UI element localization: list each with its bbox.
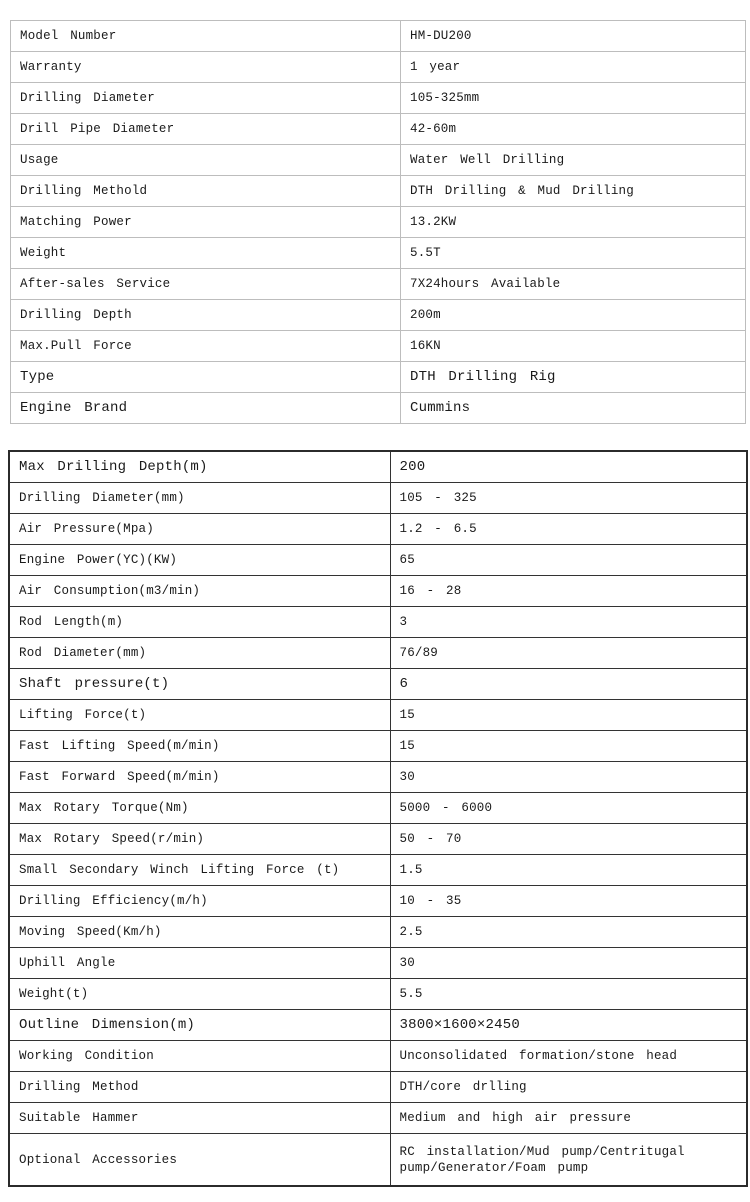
- row-value: HM-DU200: [401, 21, 746, 52]
- row-value: 76/89: [390, 638, 747, 669]
- table-row: [9, 576, 747, 607]
- row-label: Type: [11, 362, 401, 393]
- row-label: Warranty: [11, 52, 401, 83]
- row-value: 3: [390, 607, 747, 638]
- row-label: Suitable Hammer: [9, 1103, 390, 1134]
- table-row: [9, 638, 747, 669]
- row-label: Weight(t): [9, 979, 390, 1010]
- row-label: Small Secondary Winch Lifting Force (t): [9, 855, 390, 886]
- row-label: Fast Forward Speed(m/min): [9, 762, 390, 793]
- row-value: 200: [390, 451, 747, 483]
- table-row: [9, 483, 747, 514]
- row-value: 30: [390, 762, 747, 793]
- row-label: Max Rotary Torque(Nm): [9, 793, 390, 824]
- row-label: Drilling Method: [9, 1072, 390, 1103]
- row-label: Working Condition: [9, 1041, 390, 1072]
- table-row: [11, 114, 746, 145]
- row-value: RC installation/Mud pump/Centritugal pump/Generator/Foam pump: [390, 1134, 747, 1187]
- table-row: [9, 545, 747, 576]
- row-label: Max.Pull Force: [11, 331, 401, 362]
- row-label: Optional Accessories: [9, 1134, 390, 1187]
- table-row: [9, 793, 747, 824]
- row-label: Drilling Methold: [11, 176, 401, 207]
- table-row: [9, 1103, 747, 1134]
- row-label: Engine Brand: [11, 393, 401, 424]
- row-value: 1.2 - 6.5: [390, 514, 747, 545]
- row-value: 16 - 28: [390, 576, 747, 607]
- table-row: [11, 362, 746, 393]
- row-value: DTH/core drlling: [390, 1072, 747, 1103]
- row-value: 13.2KW: [401, 207, 746, 238]
- row-value: 5000 - 6000: [390, 793, 747, 824]
- row-label: Moving Speed(Km/h): [9, 917, 390, 948]
- row-label: Drill Pipe Diameter: [11, 114, 401, 145]
- row-label: Uphill Angle: [9, 948, 390, 979]
- spec-table-basic: [10, 20, 746, 424]
- row-label: Outline Dimension(m): [9, 1010, 390, 1041]
- row-label: Air Pressure(Mpa): [9, 514, 390, 545]
- row-label: Drilling Diameter: [11, 83, 401, 114]
- row-label: Drilling Diameter(mm): [9, 483, 390, 514]
- row-value: 1 year: [401, 52, 746, 83]
- table-row: [9, 1134, 747, 1187]
- table-row: [11, 331, 746, 362]
- row-label: Fast Lifting Speed(m/min): [9, 731, 390, 762]
- table-row: [9, 855, 747, 886]
- row-label: Weight: [11, 238, 401, 269]
- table-row: [9, 762, 747, 793]
- row-label: Lifting Force(t): [9, 700, 390, 731]
- table-row: [11, 83, 746, 114]
- table-row: [11, 269, 746, 300]
- row-label: Max Drilling Depth(m): [9, 451, 390, 483]
- table-row: [9, 1010, 747, 1041]
- row-value: 1.5: [390, 855, 747, 886]
- row-value: 16KN: [401, 331, 746, 362]
- table-row: [11, 238, 746, 269]
- row-value: DTH Drilling Rig: [401, 362, 746, 393]
- table-row: [11, 145, 746, 176]
- table-row: [9, 979, 747, 1010]
- table-row: [9, 451, 747, 483]
- row-value: 10 - 35: [390, 886, 747, 917]
- row-value: 3800×1600×2450: [390, 1010, 747, 1041]
- table-row: [9, 731, 747, 762]
- row-label: Drilling Depth: [11, 300, 401, 331]
- row-value: 5.5T: [401, 238, 746, 269]
- spec-table-technical: [8, 450, 748, 1187]
- row-value: Cummins: [401, 393, 746, 424]
- row-label: Air Consumption(m3/min): [9, 576, 390, 607]
- row-value: 42-60m: [401, 114, 746, 145]
- row-value: Water Well Drilling: [401, 145, 746, 176]
- row-value: 105-325mm: [401, 83, 746, 114]
- table-row: [9, 886, 747, 917]
- row-label: Model Number: [11, 21, 401, 52]
- row-label: Rod Diameter(mm): [9, 638, 390, 669]
- row-value: 50 - 70: [390, 824, 747, 855]
- row-value: 6: [390, 669, 747, 700]
- row-value: 200m: [401, 300, 746, 331]
- table-row: [9, 700, 747, 731]
- row-label: Shaft pressure(t): [9, 669, 390, 700]
- row-value: Unconsolidated formation/stone head: [390, 1041, 747, 1072]
- row-value: 7X24hours Available: [401, 269, 746, 300]
- row-label: Engine Power(YC)(KW): [9, 545, 390, 576]
- table-row: [9, 1041, 747, 1072]
- row-value: Medium and high air pressure: [390, 1103, 747, 1134]
- row-value: 15: [390, 700, 747, 731]
- table-row: [11, 300, 746, 331]
- table-row: [9, 669, 747, 700]
- row-value: 15: [390, 731, 747, 762]
- row-label: Max Rotary Speed(r/min): [9, 824, 390, 855]
- row-label: Drilling Efficiency(m/h): [9, 886, 390, 917]
- table-row: [11, 21, 746, 52]
- row-value: 2.5: [390, 917, 747, 948]
- row-label: Matching Power: [11, 207, 401, 238]
- row-label: After-sales Service: [11, 269, 401, 300]
- table-row: [9, 607, 747, 638]
- row-value: DTH Drilling & Mud Drilling: [401, 176, 746, 207]
- table-row: [9, 917, 747, 948]
- table-row: [9, 514, 747, 545]
- table-row: [11, 176, 746, 207]
- table-row: [9, 948, 747, 979]
- row-value: 5.5: [390, 979, 747, 1010]
- table-row: [11, 207, 746, 238]
- table-row: [9, 1072, 747, 1103]
- table-row: [11, 393, 746, 424]
- row-value: 105 - 325: [390, 483, 747, 514]
- row-value: 65: [390, 545, 747, 576]
- table-row: [9, 824, 747, 855]
- row-value: 30: [390, 948, 747, 979]
- table-row: [11, 52, 746, 83]
- row-label: Usage: [11, 145, 401, 176]
- row-label: Rod Length(m): [9, 607, 390, 638]
